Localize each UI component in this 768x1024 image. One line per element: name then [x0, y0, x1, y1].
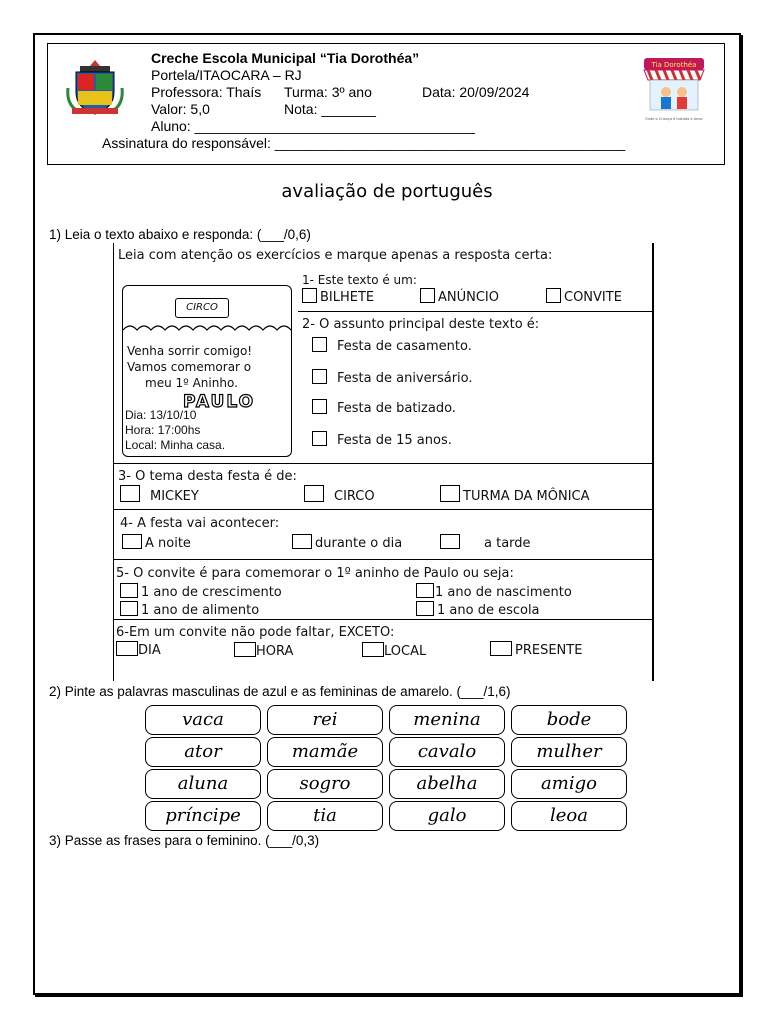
municipal-crest-icon — [66, 58, 124, 116]
exercise-4-option[interactable]: a tarde — [440, 534, 531, 551]
exercise-6-option[interactable]: PRESENTE — [490, 641, 582, 658]
exercise-4-option[interactable]: A noite — [122, 534, 191, 551]
exercise-sheet — [113, 243, 654, 681]
exercise-5-option[interactable]: 1 ano de crescimento — [120, 583, 282, 600]
divider — [298, 311, 652, 312]
exercise-1-question: 1- Este texto é um: — [302, 273, 417, 287]
exercise-6-question: 6-Em um convite não pode faltar, EXCETO: — [116, 625, 395, 640]
invite-day: Dia: 13/10/10 — [125, 408, 197, 422]
exercise-3-option[interactable]: TURMA DA MÔNICA — [440, 485, 590, 504]
invite-line-3: meu 1º Aninho. — [145, 376, 238, 390]
word-chip[interactable]: abelha — [389, 769, 505, 799]
logo-slogan: Onde o Criança é tratada e Amor — [645, 117, 703, 121]
word-chip[interactable]: vaca — [145, 705, 261, 735]
exercise-3-option[interactable]: CIRCO — [304, 485, 375, 504]
divider — [114, 463, 652, 464]
circus-badge: CIRCO — [175, 298, 229, 318]
word-chip[interactable]: aluna — [145, 769, 261, 799]
exercise-1-option[interactable]: ANÚNCIO — [420, 288, 499, 305]
invite-name: PAULO — [183, 392, 256, 412]
exercise-5-question: 5- O convite é para comemorar o 1º aninho de Paulo ou seja: — [116, 566, 514, 581]
school-logo-icon — [640, 54, 708, 126]
grade-field[interactable]: Nota: _______ — [284, 101, 376, 117]
exercise-4-question: 4- A festa vai acontecer: — [120, 516, 280, 531]
question-3-prompt: 3) Passe as frases para o feminino. (___/0,3) — [49, 833, 320, 848]
school-name: Creche Escola Municipal “Tia Dorothéa” — [151, 50, 420, 66]
exercise-5-option[interactable]: 1 ano de nascimento — [416, 583, 572, 600]
word-chip[interactable]: tia — [267, 801, 383, 831]
exercise-1-option[interactable]: CONVITE — [546, 288, 622, 305]
word-chip[interactable]: ator — [145, 737, 261, 767]
exercise-3-question: 3- O tema desta festa é de: — [118, 469, 297, 484]
exercise-2-option[interactable]: Festa de aniversário. — [312, 369, 473, 386]
word-chip[interactable]: leoa — [511, 801, 627, 831]
exercise-5-option[interactable]: 1 ano de alimento — [120, 601, 259, 618]
divider — [114, 509, 652, 510]
exercise-4-option[interactable]: durante o dia — [292, 534, 402, 551]
teacher-label: Professora: Thaís — [151, 84, 262, 100]
invite-hour: Hora: 17:00hs — [125, 423, 201, 437]
exam-page — [33, 33, 741, 995]
school-city: Portela/ITAOCARA – RJ — [151, 67, 302, 83]
word-chip[interactable]: galo — [389, 801, 505, 831]
value-label: Valor: 5,0 — [151, 101, 210, 117]
exercise-6-option[interactable]: LOCAL — [362, 642, 426, 659]
page-title: avaliação de português — [281, 181, 493, 202]
exercise-1-option[interactable]: BILHETE — [302, 288, 374, 305]
word-chip[interactable]: príncipe — [145, 801, 261, 831]
signature-field[interactable]: Assinatura do responsável: _____________________________________________ — [102, 135, 626, 151]
word-chip[interactable]: amigo — [511, 769, 627, 799]
word-chip[interactable]: bode — [511, 705, 627, 735]
word-chip[interactable]: mulher — [511, 737, 627, 767]
word-chip[interactable]: mamãe — [267, 737, 383, 767]
exercise-2-option[interactable]: Festa de batizado. — [312, 399, 456, 416]
question-2-prompt: 2) Pinte as palavras masculinas de azul e as femininas de amarelo. (___/1,6) — [49, 684, 511, 699]
exercise-2-option[interactable]: Festa de casamento. — [312, 337, 472, 354]
scallop-border-icon — [123, 322, 291, 336]
exercise-6-option[interactable]: HORA — [234, 642, 293, 659]
student-field[interactable]: Aluno: ____________________________________ — [151, 118, 475, 134]
divider — [114, 619, 652, 620]
word-chip[interactable]: menina — [389, 705, 505, 735]
class-label: Turma: 3º ano — [284, 84, 372, 100]
exercise-2-option[interactable]: Festa de 15 anos. — [312, 431, 452, 448]
question-1-prompt: 1) Leia o texto abaixo e responda: (___/0,6) — [49, 227, 311, 242]
invitation-card — [122, 285, 292, 457]
divider — [114, 559, 652, 560]
exercise-2-question: 2- O assunto principal deste texto é: — [302, 317, 540, 332]
exercise-intro: Leia com atenção os exercícios e marque apenas a resposta certa: — [118, 248, 553, 263]
invite-line-1: Venha sorrir comigo! — [127, 344, 253, 358]
invite-place: Local: Minha casa. — [125, 438, 226, 452]
exercise-5-option[interactable]: 1 ano de escola — [416, 601, 540, 618]
word-chip[interactable]: sogro — [267, 769, 383, 799]
date-label: Data: 20/09/2024 — [422, 84, 530, 100]
invite-line-2: Vamos comemorar o — [127, 360, 252, 374]
logo-text: Tia Dorothéa — [651, 61, 697, 69]
exercise-3-option[interactable]: MICKEY — [120, 485, 199, 504]
word-chip[interactable]: rei — [267, 705, 383, 735]
exercise-6-option[interactable]: DIA — [116, 641, 161, 658]
word-chip[interactable]: cavalo — [389, 737, 505, 767]
header-box — [47, 43, 725, 165]
